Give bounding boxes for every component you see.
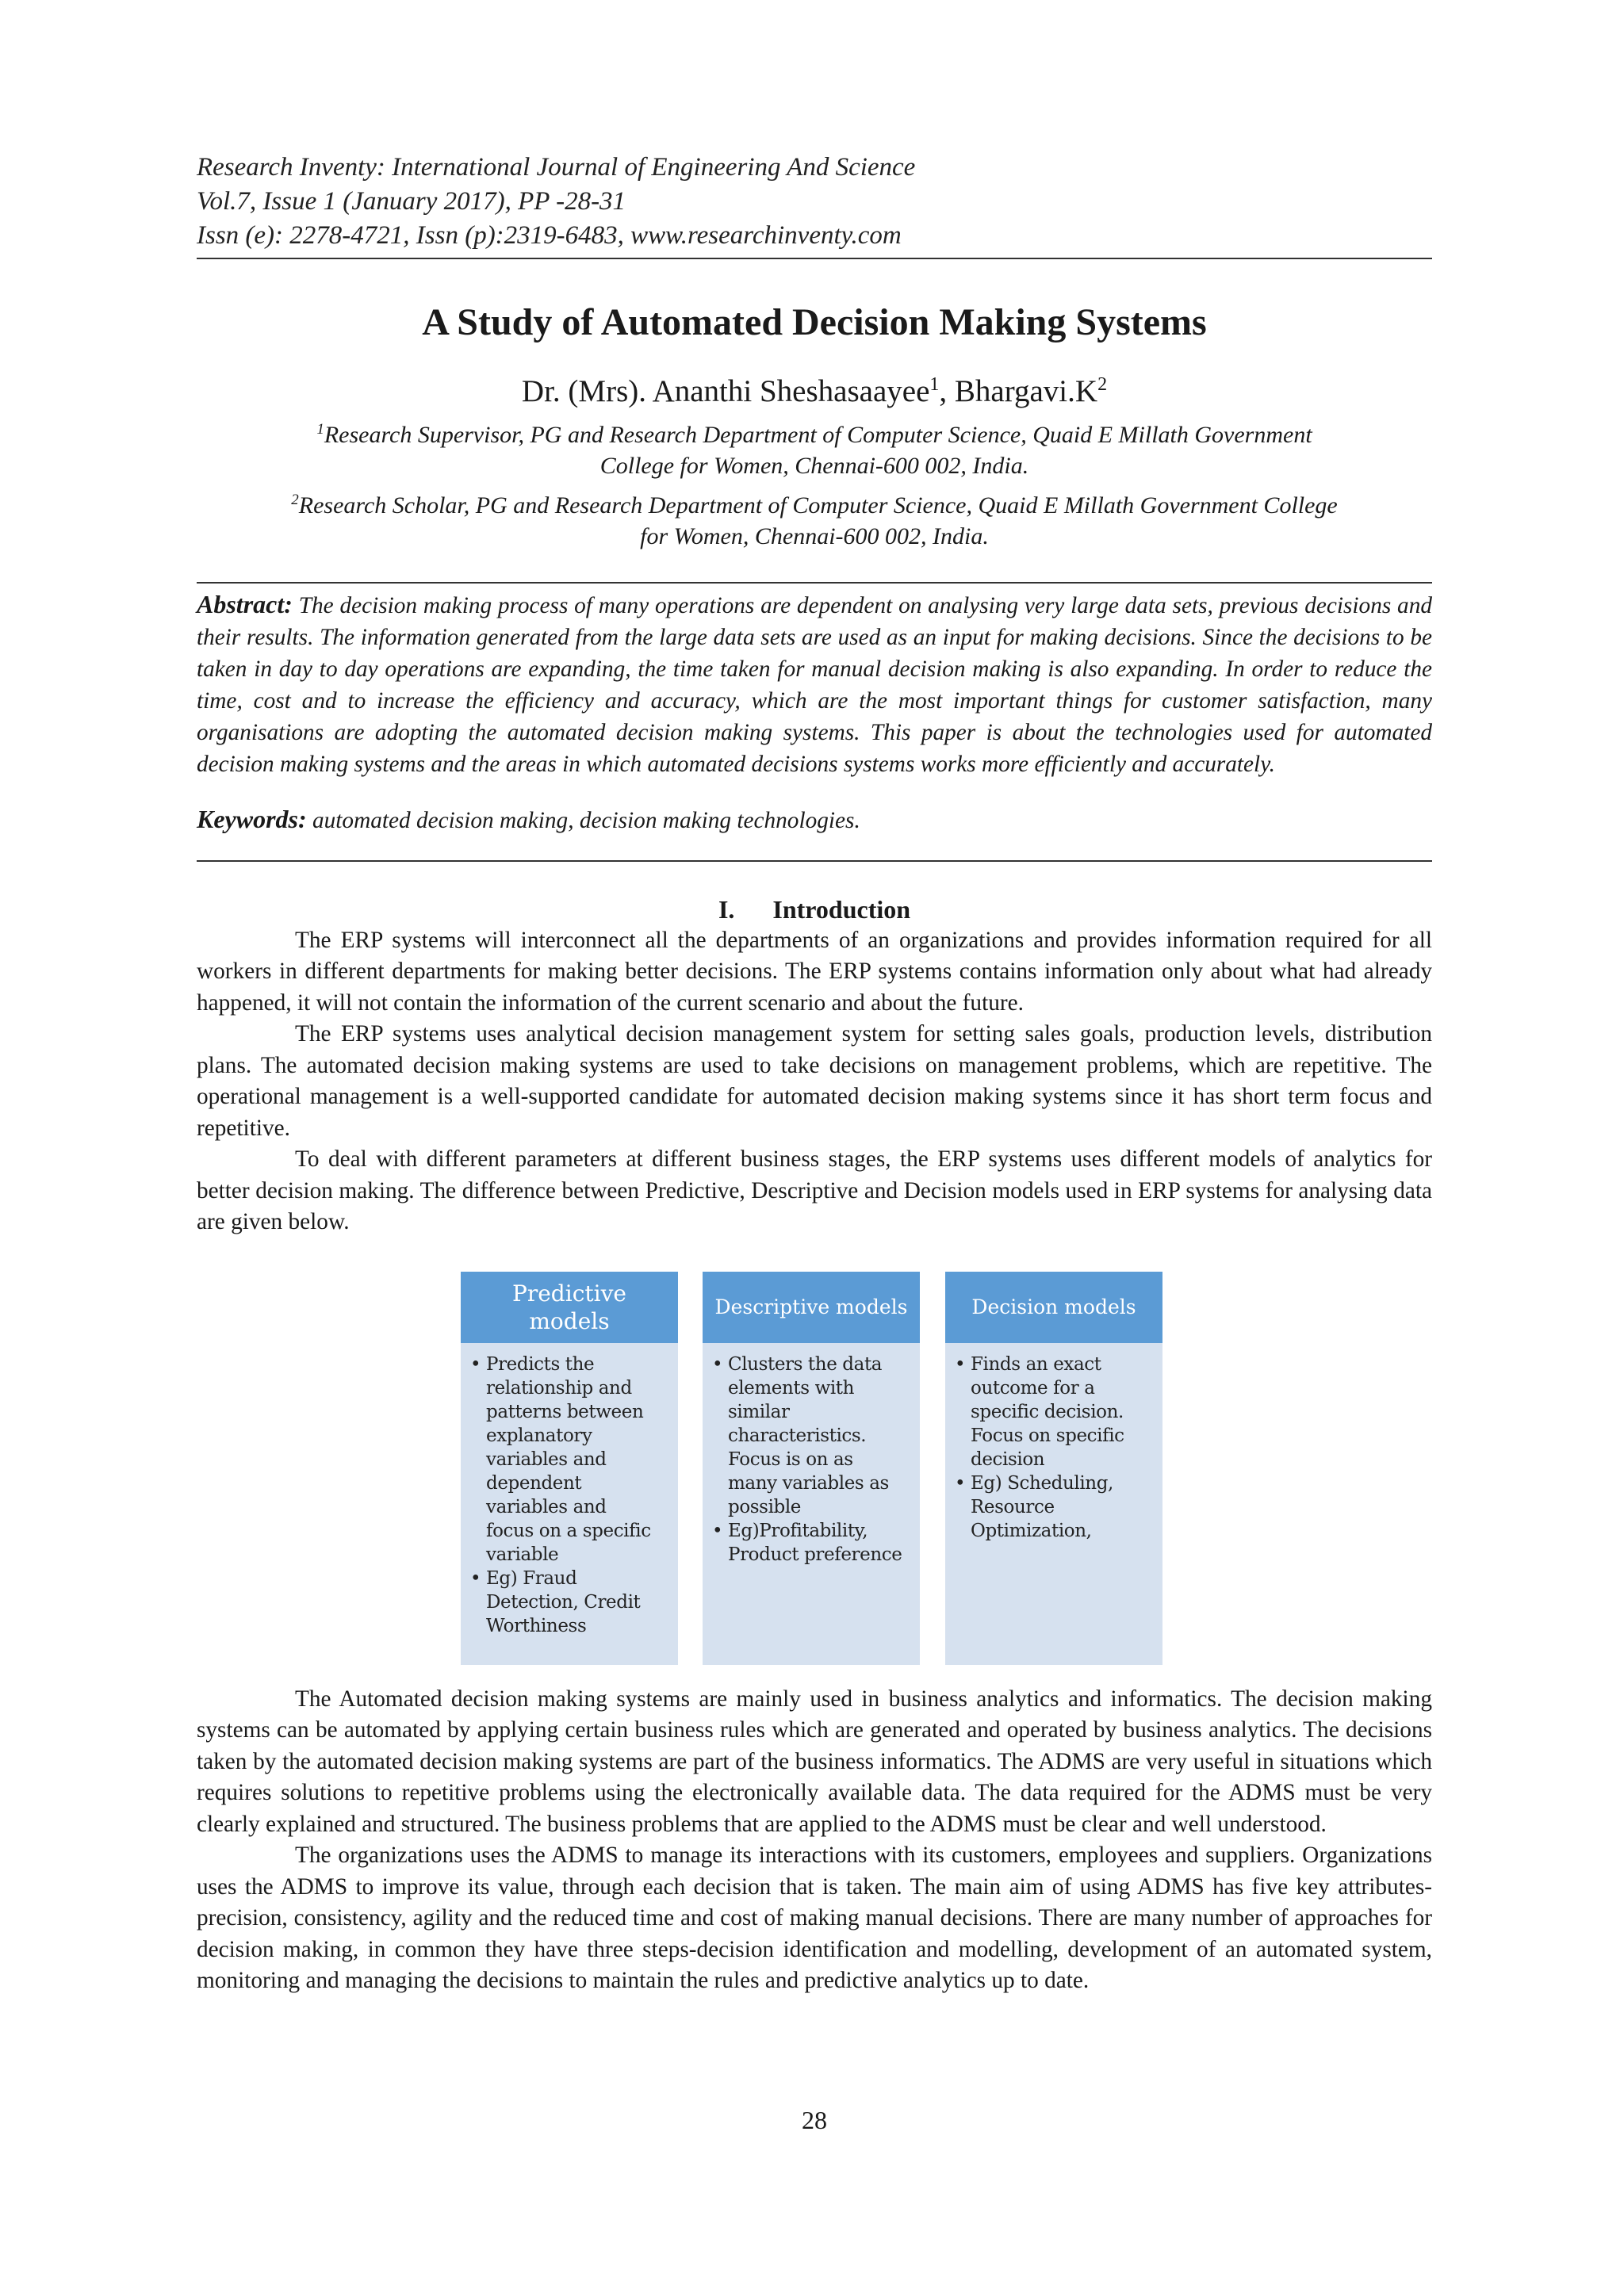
bullet-line: Focus on specific xyxy=(971,1425,1124,1446)
bullet-line: Resource xyxy=(971,1496,1055,1517)
bullet-line: characteristics. xyxy=(728,1425,867,1446)
journal-issn: Issn (e): 2278-4721, Issn (p):2319-6483, www.researchinventy.com xyxy=(197,221,902,250)
paragraph: The ERP systems will interconnect all the departments of an organizations and provides information required for all workers in different departments for making better decisions. The ERP systems contains information only about what had already happened, it will not contain the information of the current scenario and about the future. xyxy=(197,927,1432,1016)
bullet-line: patterns between xyxy=(486,1401,644,1422)
journal-header xyxy=(197,151,1432,253)
affiliation-1-line-1: Research Supervisor, PG and Research Department of Computer Science, Quaid E Millath Government xyxy=(324,422,1312,448)
page-number: 28 xyxy=(802,2106,827,2134)
bullet-line: variables and xyxy=(486,1496,607,1517)
header-rule xyxy=(197,258,1432,259)
descriptive-models-bullets xyxy=(703,1343,920,1567)
affiliation-2 xyxy=(197,484,1432,552)
keywords-text: automated decision making, decision making technologies. xyxy=(312,808,860,834)
bullet-line: decision xyxy=(971,1448,1045,1470)
affiliation-1-line-2: College for Women, Chennai-600 002, India. xyxy=(599,453,1029,479)
bullet-line: • Eg)Profitability, xyxy=(728,1520,868,1541)
abstract-label: Abstract: xyxy=(197,590,293,618)
affiliation-1-sup: 1 xyxy=(316,421,324,438)
paragraph: To deal with different parameters at different business stages, the ERP systems uses different models of analytics for better decision making. The difference between Predictive, Descriptive and Decision models used in ERP systems for analysing data are given below. xyxy=(197,1146,1432,1235)
bullet-item xyxy=(712,1519,914,1567)
bullet-line: outcome for a xyxy=(971,1377,1095,1399)
bullet-line: many variables as xyxy=(728,1472,889,1494)
descriptive-models-heading: Descriptive models xyxy=(703,1272,920,1343)
paragraph: The organizations uses the ADMS to manage its interactions with its customers, employees and suppliers. Organizations uses the ADMS to improve its value, through each decision that is taken. The main aim of using ADMS has five key attributes-precision, consistency, agility and the reduced time and cost of making manual decisions. There are many number of approaches for decision making, in common they have three steps-decision identification and modelling, development of an automated system, monitoring and managing the decisions to maintain the rules and predictive analytics up to date. xyxy=(197,1843,1432,1994)
abstract-text: The decision making process of many operations are dependent on analysing very large data sets, previous decisions and their results. The information generated from the large data sets are used as an input for making decisions. Since the decisions to be taken in day to day operations are expanding, the time taken for manual decision making is also expanding. In order to reduce the time, cost and to increase the efficiency and accuracy, which are the most important things for customer satisfaction, many organisations are adopting the automated decision making systems. This paper is about the technologies used for automated decision making systems and the areas in which automated decisions systems works more efficiently and accurately. xyxy=(197,593,1433,777)
journal-volume: Vol.7, Issue 1 (January 2017), PP -28-31 xyxy=(197,187,626,216)
section-number: I. xyxy=(718,894,735,924)
descriptive-models-column xyxy=(703,1272,920,1665)
bullet-item xyxy=(470,1353,672,1567)
section-title: Introduction xyxy=(772,894,911,924)
bullet-line: • Clusters the data xyxy=(728,1353,883,1375)
author-1-sup: 1 xyxy=(929,374,940,395)
bullet-line: explanatory xyxy=(486,1425,592,1446)
bullet-line: elements with xyxy=(728,1377,855,1399)
bullet-line: similar xyxy=(728,1401,790,1422)
bullet-line: dependent xyxy=(486,1472,582,1494)
paper-title: A Study of Automated Decision Making Systems xyxy=(422,301,1207,343)
bullet-item xyxy=(955,1471,1156,1543)
author-separator: , xyxy=(939,374,955,408)
bullet-line: relationship and xyxy=(486,1377,632,1399)
bullet-line: variables and xyxy=(486,1448,607,1470)
paper-page xyxy=(197,151,1433,2134)
abstract xyxy=(197,588,1432,780)
affiliation-1 xyxy=(197,414,1432,481)
bullet-line: • Eg) Fraud xyxy=(486,1567,577,1589)
decision-models-bullets xyxy=(945,1343,1162,1543)
predictive-models-column xyxy=(461,1272,678,1665)
author-line xyxy=(197,365,1432,411)
abstract-rule-top xyxy=(197,582,1432,584)
author-2-sup: 2 xyxy=(1097,374,1108,395)
paragraph: The ERP systems uses analytical decision management system for setting sales goals, production levels, distribution plans. The automated decision making systems are used to take decisions on management problems, which are repetitive. The operational management is a well-supported candidate for automated decision making systems since it has short term focus and repetitive. xyxy=(197,1021,1432,1141)
affiliation-2-line-2: for Women, Chennai-600 002, India. xyxy=(640,523,989,549)
author-2: Bhargavi.K xyxy=(954,374,1098,408)
models-figure xyxy=(197,1272,1432,1684)
author-1: Dr. (Mrs). Ananthi Sheshasaayee xyxy=(521,374,930,408)
bullet-line: • Eg) Scheduling, xyxy=(971,1472,1113,1494)
bullet-line: variable xyxy=(486,1544,559,1565)
bullet-item xyxy=(470,1567,672,1638)
paragraph: The Automated decision making systems are mainly used in business analytics and informatics. The decision making systems can be automated by applying certain business rules which are generated and operated by business analytics. The decisions taken by the automated decision making systems are part of the business informatics. The ADMS are very useful in situations which requires solutions to repetitive problems using the electronically available data. The data required for the ADMS must be very clearly explained and structured. The business problems that are applied to the ADMS must be clear and well understood. xyxy=(197,1686,1432,1837)
decision-models-heading: Decision models xyxy=(945,1272,1162,1343)
keywords-label: Keywords: xyxy=(197,805,307,834)
bullet-line: • Predicts the xyxy=(486,1353,595,1375)
predictive-models-heading: Predictive models xyxy=(461,1272,678,1343)
bullet-line: Optimization, xyxy=(971,1520,1092,1541)
bullet-line: Product preference xyxy=(728,1544,902,1565)
bullet-item xyxy=(955,1353,1156,1471)
decision-models-column xyxy=(945,1272,1162,1665)
bullet-line: Worthiness xyxy=(486,1615,587,1636)
bullet-line: focus on a specific xyxy=(486,1520,651,1541)
bullet-line: • Finds an exact xyxy=(971,1353,1101,1375)
keywords xyxy=(197,803,1432,836)
affiliation-2-sup: 2 xyxy=(291,492,299,508)
predictive-models-bullets xyxy=(461,1343,678,1638)
journal-name: Research Inventy: International Journal of Engineering And Science xyxy=(197,153,916,182)
abstract-rule-bottom xyxy=(197,860,1432,862)
section-heading xyxy=(197,894,1432,925)
bullet-line: possible xyxy=(728,1496,802,1517)
bullet-line: Focus is on as xyxy=(728,1448,853,1470)
affiliation-2-line-1: Research Scholar, PG and Research Department of Computer Science, Quaid E Millath Government College xyxy=(298,492,1338,519)
bullet-line: specific decision. xyxy=(971,1401,1124,1422)
bullet-line: Detection, Credit xyxy=(486,1591,641,1613)
bullet-item xyxy=(712,1353,914,1519)
